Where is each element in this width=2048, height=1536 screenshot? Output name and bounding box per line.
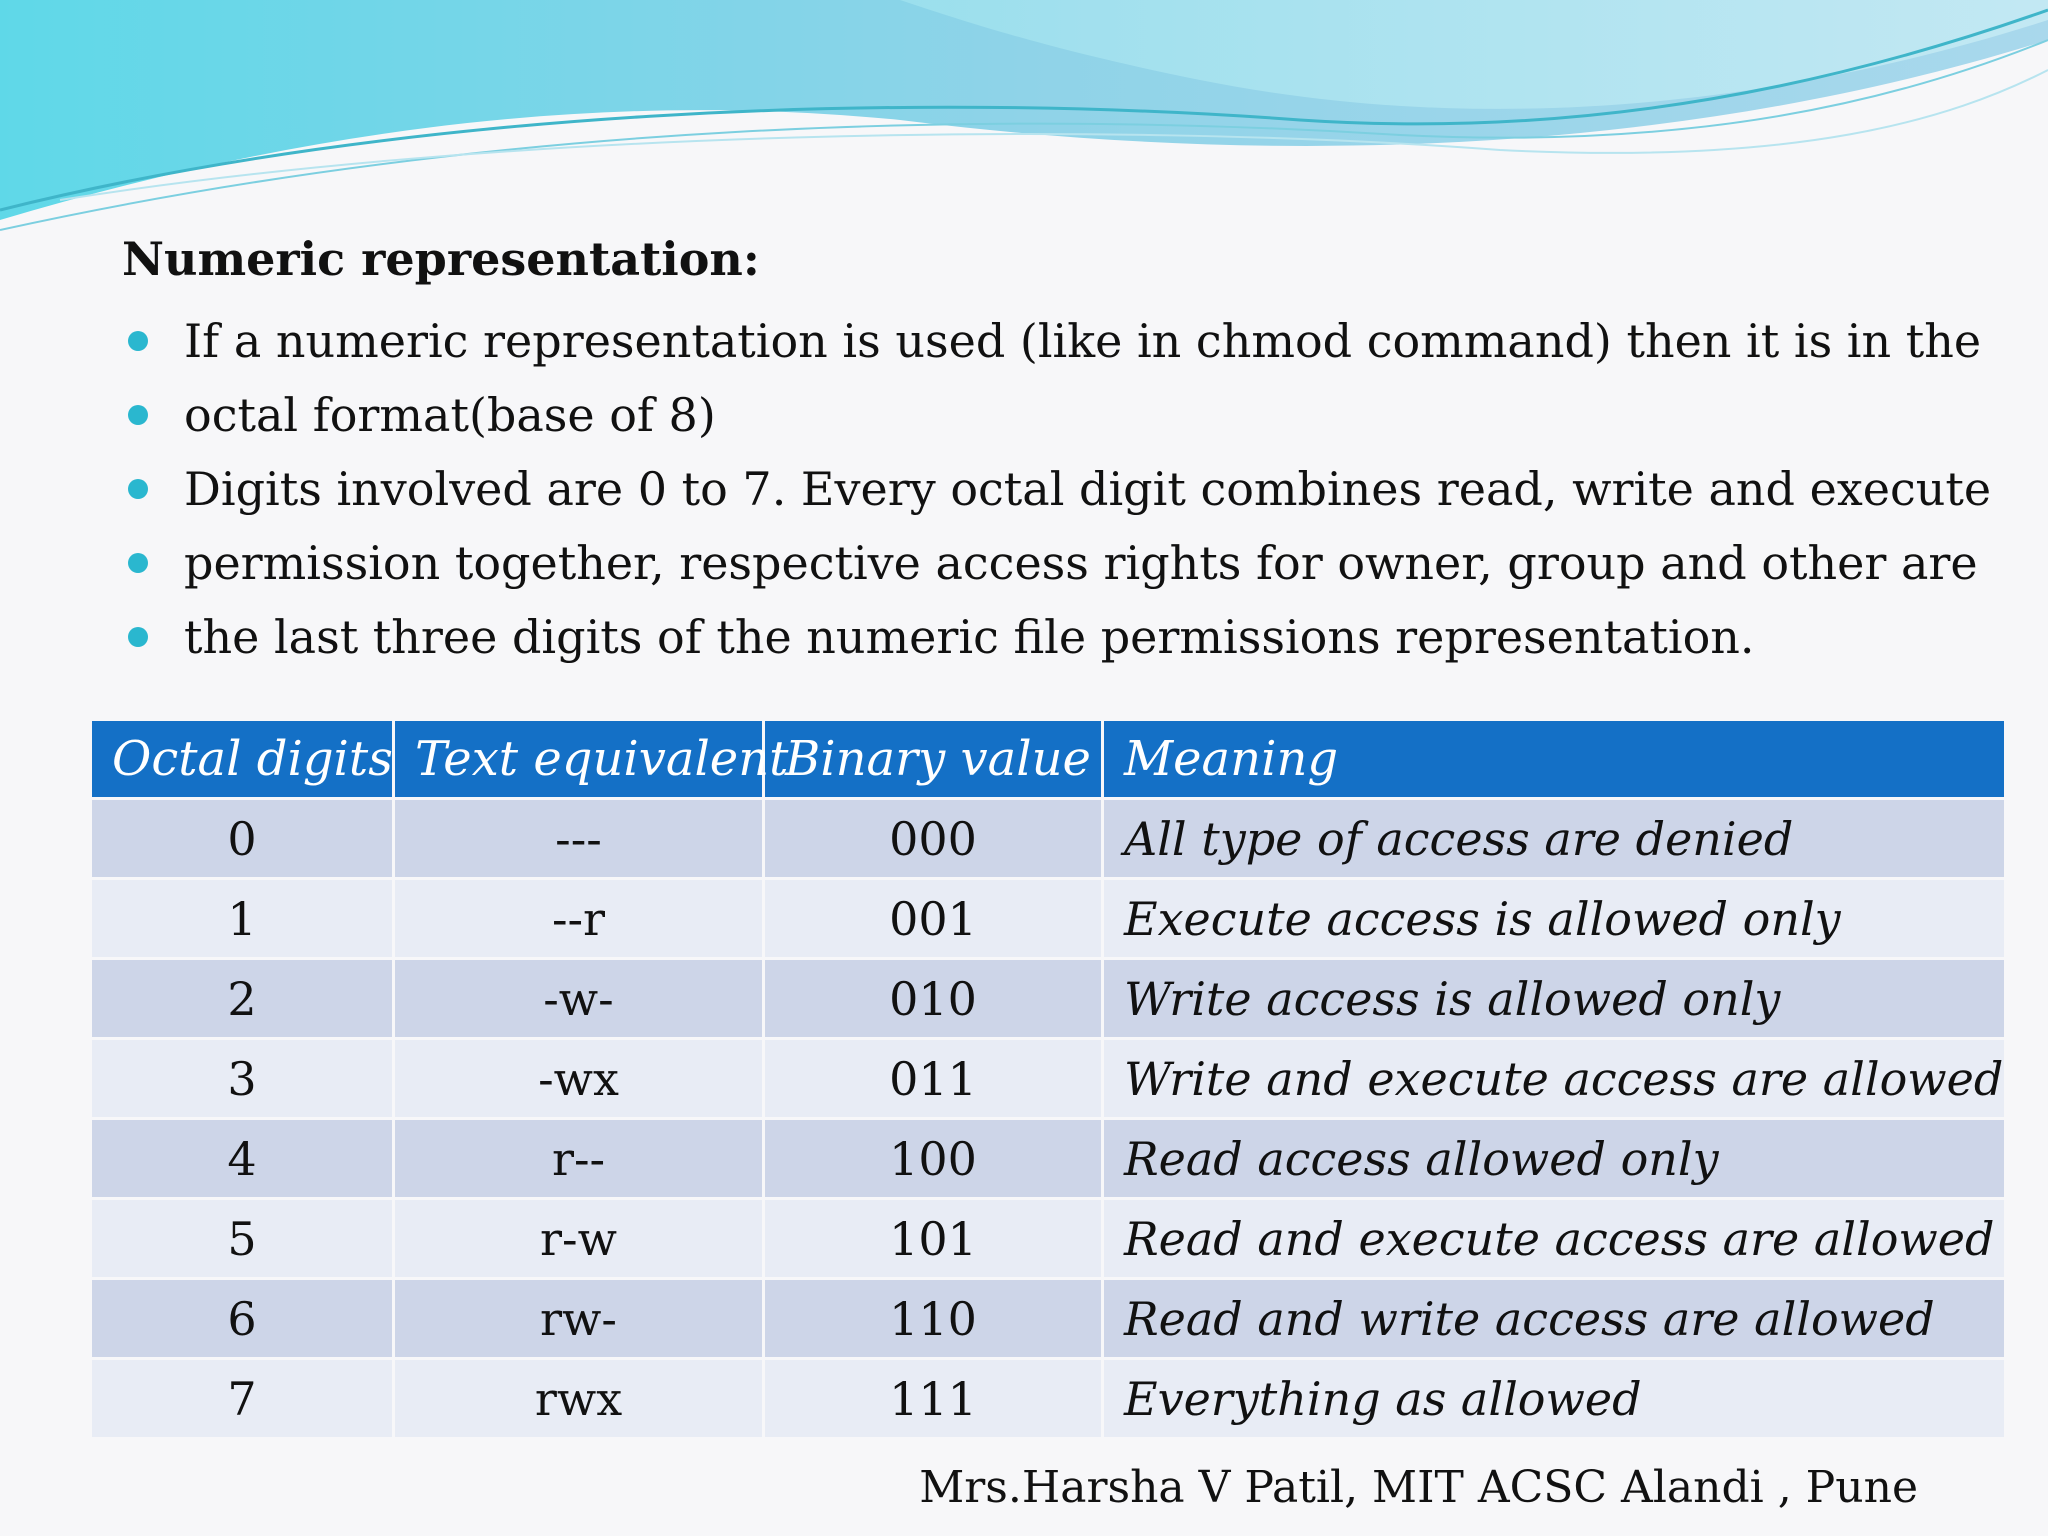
- slide-content: [122, 228, 2002, 674]
- octal-cell: 7: [92, 1360, 392, 1437]
- octal-cell: 5: [92, 1200, 392, 1277]
- author-footer: Mrs.Harsha V Patil, MIT ACSC Alandi , Pune: [919, 1462, 1918, 1513]
- meaning-cell: Read and execute access are allowed: [1104, 1200, 2004, 1277]
- table-row: [92, 1360, 2004, 1437]
- text-cell: -wx: [395, 1040, 762, 1117]
- meaning-cell: Everything as allowed: [1104, 1360, 2004, 1437]
- table-row: [92, 960, 2004, 1037]
- table-header-row: [92, 721, 2004, 797]
- octal-cell: 4: [92, 1120, 392, 1197]
- table-row: [92, 1200, 2004, 1277]
- binary-cell: 010: [765, 960, 1101, 1037]
- text-cell: r--: [395, 1120, 762, 1197]
- text-cell: r-w: [395, 1200, 762, 1277]
- decorative-wave-banner: [0, 0, 2048, 240]
- table-row: [92, 1040, 2004, 1117]
- header-binary-value: Binary value: [765, 721, 1101, 797]
- meaning-cell: Write access is allowed only: [1104, 960, 2004, 1037]
- bullet-text: octal format(base of 8): [184, 388, 716, 442]
- bullet-text: If a numeric representation is used (like in chmod command) then it is in the: [184, 314, 1982, 368]
- bullet-item: [122, 526, 2002, 600]
- slide-heading: Numeric representation:: [122, 232, 760, 286]
- meaning-cell: Write and execute access are allowed: [1104, 1040, 2004, 1117]
- table-row: [92, 880, 2004, 957]
- table-row: [92, 800, 2004, 877]
- permissions-table: [89, 718, 2007, 1440]
- header-text-equivalent: Text equivalent: [395, 721, 762, 797]
- octal-cell: 2: [92, 960, 392, 1037]
- bullet-item: [122, 600, 2002, 674]
- text-cell: rwx: [395, 1360, 762, 1437]
- octal-cell: 3: [92, 1040, 392, 1117]
- bullet-item: [122, 378, 2002, 452]
- meaning-cell: Execute access is allowed only: [1104, 880, 2004, 957]
- table-row: [92, 1120, 2004, 1197]
- binary-cell: 011: [765, 1040, 1101, 1117]
- bullet-text: the last three digits of the numeric file permissions representation.: [184, 610, 1755, 664]
- octal-cell: 0: [92, 800, 392, 877]
- binary-cell: 101: [765, 1200, 1101, 1277]
- binary-cell: 100: [765, 1120, 1101, 1197]
- text-cell: rw-: [395, 1280, 762, 1357]
- binary-cell: 111: [765, 1360, 1101, 1437]
- bullet-list: [122, 304, 2002, 674]
- meaning-cell: Read and write access are allowed: [1104, 1280, 2004, 1357]
- bullet-icon: [128, 479, 148, 499]
- header-meaning: Meaning: [1104, 721, 2004, 797]
- bullet-icon: [128, 627, 148, 647]
- bullet-text: Digits involved are 0 to 7. Every octal digit combines read, write and execute: [184, 462, 1992, 516]
- bullet-text: permission together, respective access rights for owner, group and other are: [184, 536, 1978, 590]
- text-cell: -w-: [395, 960, 762, 1037]
- table-row: [92, 1280, 2004, 1357]
- binary-cell: 000: [765, 800, 1101, 877]
- meaning-cell: Read access allowed only: [1104, 1120, 2004, 1197]
- text-cell: --r: [395, 880, 762, 957]
- meaning-cell: All type of access are denied: [1104, 800, 2004, 877]
- bullet-icon: [128, 331, 148, 351]
- octal-cell: 6: [92, 1280, 392, 1357]
- octal-cell: 1: [92, 880, 392, 957]
- bullet-item: [122, 304, 2002, 378]
- header-octal-digits: Octal digits: [92, 721, 392, 797]
- binary-cell: 001: [765, 880, 1101, 957]
- binary-cell: 110: [765, 1280, 1101, 1357]
- bullet-item: [122, 452, 2002, 526]
- bullet-icon: [128, 405, 148, 425]
- text-cell: ---: [395, 800, 762, 877]
- bullet-icon: [128, 553, 148, 573]
